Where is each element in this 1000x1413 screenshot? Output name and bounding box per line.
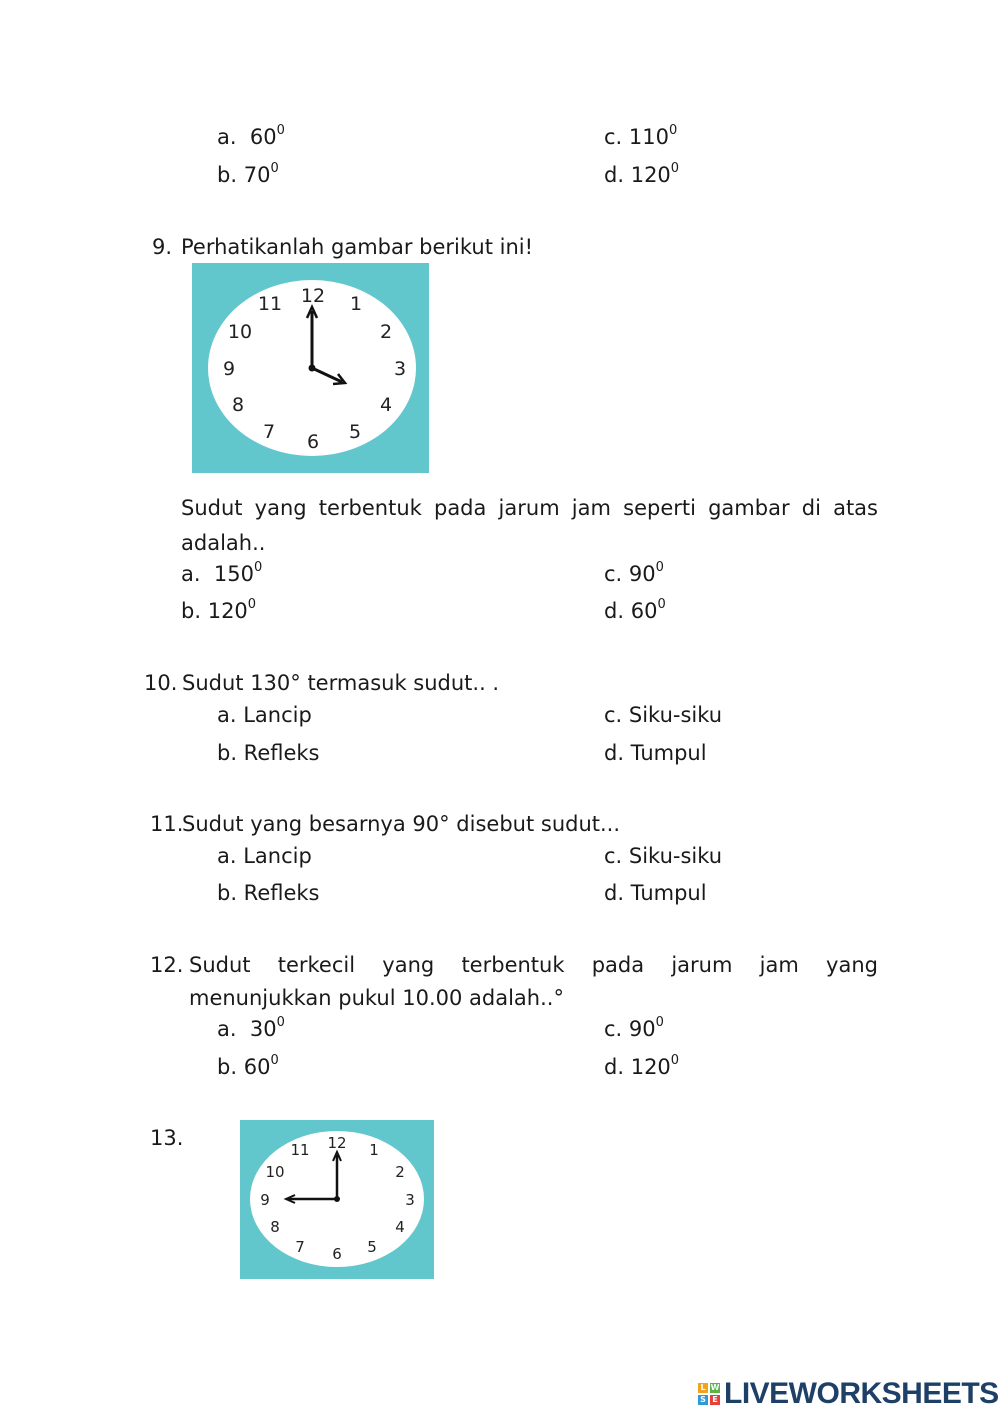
q9-option-c[interactable]: c. $90^0$: [604, 560, 664, 586]
clock-number: 10: [227, 321, 253, 343]
q9-option-d[interactable]: d. $60^0$: [604, 597, 666, 623]
clock-number: 1: [349, 293, 363, 315]
q13-number: 13.: [150, 1126, 184, 1150]
clock-number: 12: [327, 1134, 347, 1152]
q9-question-line2: adalah..: [181, 531, 266, 555]
q8-option-a[interactable]: a. $60^0$: [217, 123, 285, 149]
q10-text: Sudut 130° termasuk sudut.. .: [182, 671, 500, 695]
q8-option-d[interactable]: d. $120^0$: [604, 161, 680, 187]
q10-option-c[interactable]: c. Siku-siku: [604, 703, 723, 727]
q11-text: Sudut yang besarnya 90° disebut sudut...: [182, 812, 621, 836]
clock-number: 9: [222, 358, 236, 380]
logo-mark-cell: E: [710, 1395, 720, 1405]
q8-option-c[interactable]: c. $110^0$: [604, 123, 678, 149]
liveworksheets-logo[interactable]: [698, 1378, 999, 1410]
logo-mark-cell: W: [710, 1383, 720, 1392]
q12-line1: Sudut terkecil yang terbentuk pada jarum jam yang: [189, 953, 878, 977]
q9-clock-image: [192, 263, 429, 473]
q9-option-b[interactable]: b. $120^0$: [181, 597, 257, 623]
clock-number: 3: [405, 1191, 415, 1209]
q12-line2: menunjukkan pukul 10.00 adalah..°: [189, 986, 564, 1010]
clock-number: 3: [393, 358, 407, 380]
clock-number: 2: [395, 1163, 405, 1181]
q10-number: 10.: [144, 671, 178, 695]
clock-number: 8: [270, 1218, 280, 1236]
logo-mark-cell: L: [698, 1383, 708, 1393]
q13-clock-image: [240, 1120, 434, 1279]
q10-option-b[interactable]: b. Refleks: [217, 741, 320, 765]
clock-number: 2: [379, 321, 393, 343]
logo-text: LIVEWORKSHEETS: [724, 1377, 999, 1410]
clock-number: 4: [379, 394, 393, 416]
clock-number: 6: [306, 431, 320, 453]
q9-prompt: Perhatikanlah gambar berikut ini!: [181, 235, 534, 259]
q12-number: 12.: [150, 953, 184, 977]
clock-number: 5: [367, 1238, 377, 1256]
clock-number: 11: [257, 293, 283, 315]
q12-option-d[interactable]: d. $120^0$: [604, 1053, 680, 1079]
q12-option-b[interactable]: b. $60^0$: [217, 1053, 279, 1079]
clock-number: 4: [395, 1218, 405, 1236]
logo-mark-cell: S: [698, 1395, 708, 1405]
q11-number: 11.: [150, 812, 184, 836]
q10-option-a[interactable]: a. Lancip: [217, 703, 312, 727]
clock-number: 10: [265, 1163, 285, 1181]
q12-option-a[interactable]: a. $30^0$: [217, 1015, 285, 1041]
q11-option-c[interactable]: c. Siku-siku: [604, 844, 723, 868]
q8-option-b[interactable]: b. $70^0$: [217, 161, 279, 187]
clock-number: 8: [231, 394, 245, 416]
q12-option-c[interactable]: c. $90^0$: [604, 1015, 664, 1041]
q9-question-line1: Sudut yang terbentuk pada jarum jam seperti gambar di atas: [181, 496, 878, 520]
clock-number: 9: [260, 1191, 270, 1209]
clock-number: 7: [295, 1238, 305, 1256]
q11-option-d[interactable]: d. Tumpul: [604, 881, 707, 905]
clock-number: 7: [262, 421, 276, 443]
logo-mark: [698, 1383, 720, 1405]
clock-center: [334, 1196, 340, 1202]
q10-option-d[interactable]: d. Tumpul: [604, 741, 707, 765]
q9-number: 9.: [152, 235, 173, 259]
clock-number: 5: [348, 421, 362, 443]
q9-option-a[interactable]: a. $150^0$: [181, 560, 263, 586]
clock-number: 11: [290, 1141, 310, 1159]
q11-option-a[interactable]: a. Lancip: [217, 844, 312, 868]
q11-option-b[interactable]: b. Refleks: [217, 881, 320, 905]
clock-center: [309, 365, 316, 372]
clock-number: 1: [369, 1141, 379, 1159]
clock-number: 12: [300, 285, 326, 307]
clock-number: 6: [332, 1245, 342, 1263]
